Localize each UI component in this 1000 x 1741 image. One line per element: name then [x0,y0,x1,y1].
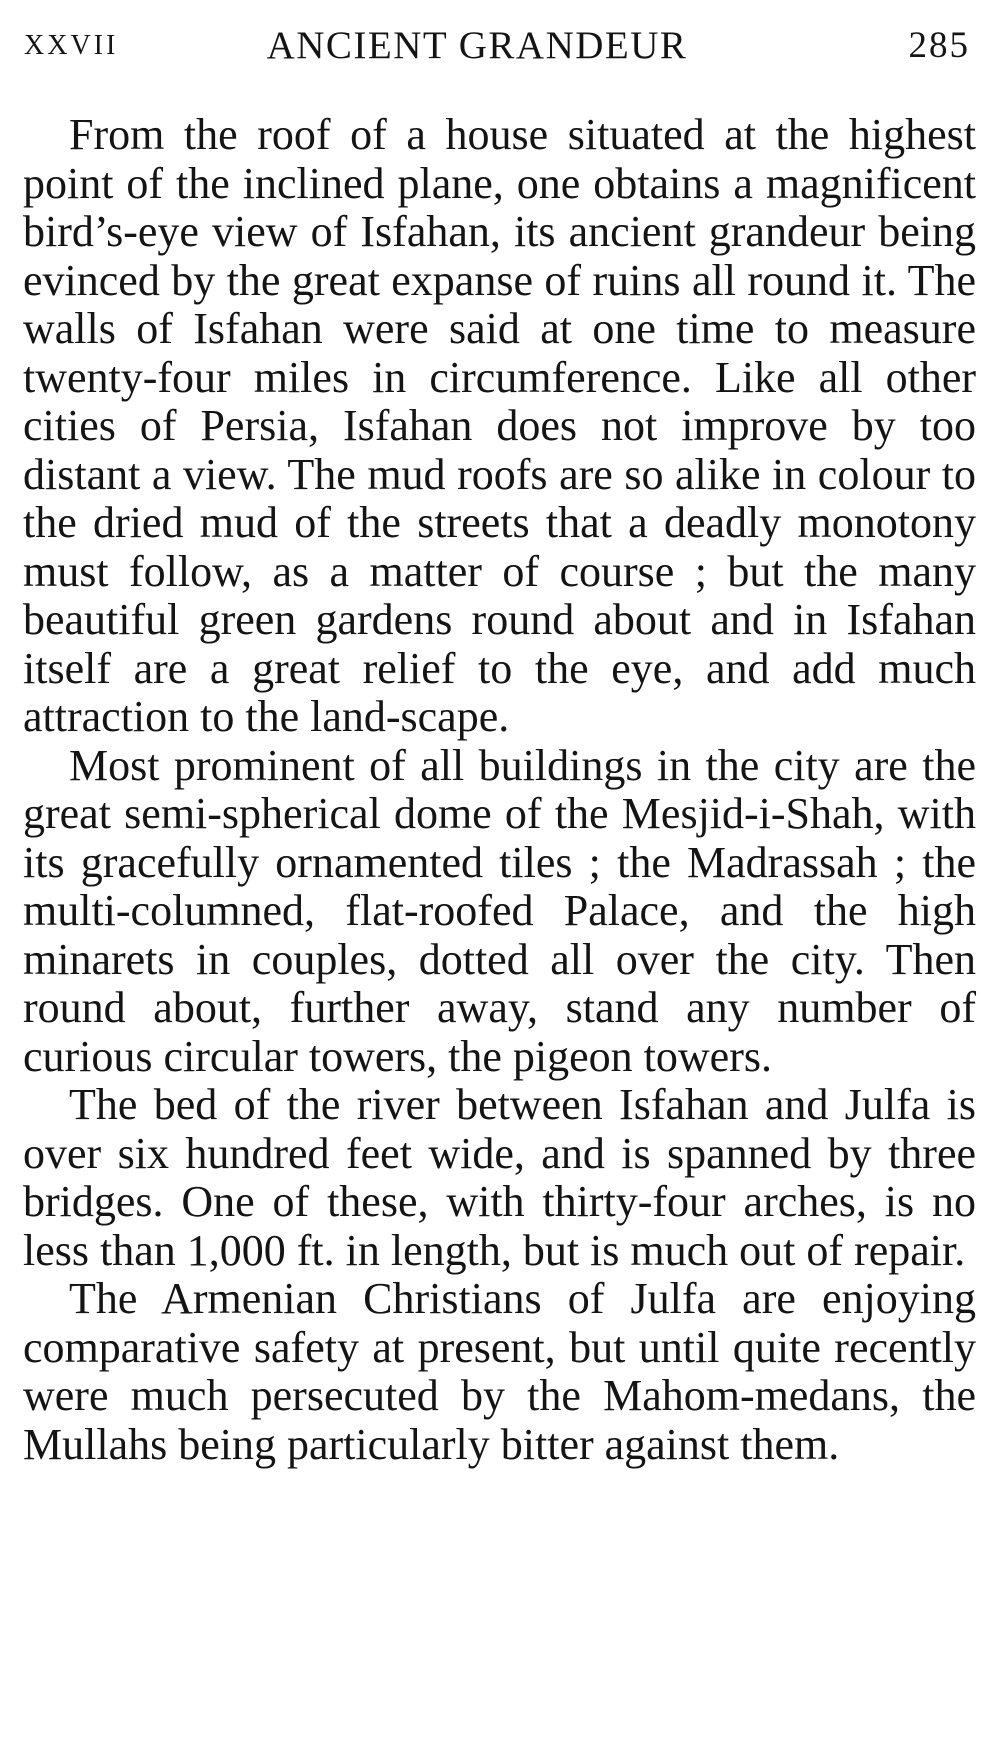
paragraph-3: The bed of the river between Isfahan and Julfa is over six hundred feet wide, and is spanned by three bridges. One of these, with thirty-four arches, is no less than 1,000 ft. in length, but is much out of repair. [23,1080,976,1275]
paragraph-4: The Armenian Christians of Julfa are enjoying comparative safety at present, but until quite recently were much persecuted by the Mahom-medans, the Mullahs being particularly bitter against them. [23,1274,976,1469]
chapter-number: XXVII [24,30,119,61]
paragraph-1: From the roof of a house situated at the highest point of the inclined plane, one obtains a magnificent bird’s-eye view of Isfahan, its ancient grandeur being evinced by the great expanse of ruins all round it. The walls of Isfahan were said at one time to measure twenty-four miles in circumference. Like all other cities of Persia, Isfahan does not improve by too distant a view. The mud roofs are so alike in colour to the dried mud of the streets that a deadly monotony must follow, as a matter of course ; but the many beautiful green gardens round about and in Isfahan itself are a great relief to the eye, and add much attraction to the land-scape. [23,110,976,741]
page-number: 285 [908,25,970,66]
page-title: ANCIENT GRANDEUR [266,24,688,67]
body-text [23,111,976,1469]
paragraph-2: Most prominent of all buildings in the city are the great semi-spherical dome of the Mesjid-i-Shah, with its gracefully ornamented tiles ; the Madrassah ; the multi-columned, flat-roofed Palace, and the high minarets in couples, dotted all over the city. Then round about, further away, stand any number of curious circular towers, the pigeon towers. [23,740,976,1081]
running-head [24,18,970,74]
